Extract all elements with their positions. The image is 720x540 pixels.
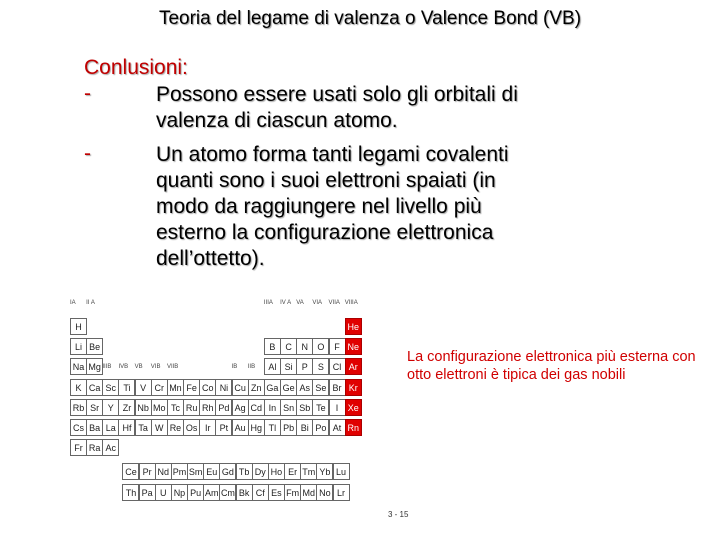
element-ag: Ag (232, 399, 249, 416)
element-re: Re (167, 419, 184, 436)
element-tb: Tb (236, 463, 253, 480)
bullet-marker-1: - (84, 82, 91, 105)
element-ac: Ac (102, 439, 119, 456)
element-mo: Mo (151, 399, 168, 416)
element-au: Au (232, 419, 249, 436)
element-pu: Pu (187, 484, 204, 501)
element-cs: Cs (70, 419, 87, 436)
element-bk: Bk (236, 484, 253, 501)
group-label-iva: IV A (280, 300, 292, 306)
element-al: Al (264, 358, 281, 375)
element-nd: Nd (155, 463, 172, 480)
element-pt: Pt (215, 419, 232, 436)
element-hf: Hf (118, 419, 135, 436)
element-rh: Rh (199, 399, 216, 416)
element-eu: Eu (203, 463, 220, 480)
element-bi: Bi (296, 419, 313, 436)
element-cr: Cr (151, 379, 168, 396)
element-pb: Pb (280, 419, 297, 436)
element-mn: Mn (167, 379, 184, 396)
bullet-2-line-5: dell’ottetto). (156, 247, 265, 270)
element-i: I (329, 399, 346, 416)
element-lu: Lu (333, 463, 350, 480)
element-cu: Cu (232, 379, 249, 396)
element-xe: Xe (345, 399, 362, 416)
element-c: C (280, 338, 297, 355)
bullet-1-line-2: valenza di ciascun atomo. (156, 109, 398, 132)
group-label-viiia: VIIIA (344, 300, 358, 306)
element-pr: Pr (139, 463, 156, 480)
element-te: Te (312, 399, 329, 416)
element-ti: Ti (118, 379, 135, 396)
element-dy: Dy (252, 463, 269, 480)
bullet-2-line-1: Un atomo forma tanti legami covalenti (156, 143, 509, 166)
element-sr: Sr (86, 399, 103, 416)
page-number: 3 - 15 (388, 510, 409, 519)
element-pa: Pa (139, 484, 156, 501)
element-no: No (316, 484, 333, 501)
group-label-iib: IIB (247, 364, 256, 371)
noble-gas-note: La configurazione elettronica più esterna con otto elettroni è tipica dei gas nobili (407, 349, 696, 383)
element-he: He (345, 318, 362, 335)
element-sn: Sn (280, 399, 297, 416)
element-tm: Tm (300, 463, 317, 480)
element-cd: Cd (248, 399, 265, 416)
element-o: O (312, 338, 329, 355)
element-se: Se (312, 379, 329, 396)
element-p: P (296, 358, 313, 375)
periodic-table (66, 296, 382, 528)
element-er: Er (284, 463, 301, 480)
element-sc: Sc (102, 379, 119, 396)
element-sm: Sm (187, 463, 204, 480)
element-tc: Tc (167, 399, 184, 416)
group-label-viib: VIIB (166, 364, 179, 371)
element-cf: Cf (252, 484, 269, 501)
element-in: In (264, 399, 281, 416)
element-lr: Lr (333, 484, 350, 501)
element-pm: Pm (171, 463, 188, 480)
element-rn: Rn (345, 419, 362, 436)
element-co: Co (199, 379, 216, 396)
element-fe: Fe (183, 379, 200, 396)
element-es: Es (268, 484, 285, 501)
element-kr: Kr (345, 379, 362, 396)
element-np: Np (171, 484, 188, 501)
element-f: F (329, 338, 346, 355)
element-zn: Zn (248, 379, 265, 396)
element-na: Na (70, 358, 87, 375)
element-si: Si (280, 358, 297, 375)
element-ta: Ta (135, 419, 152, 436)
group-label-ia: IA (70, 300, 76, 306)
bullet-2-line-3: modo da raggiungere nel livello più (156, 195, 482, 218)
group-label-vb: VB (134, 364, 143, 371)
element-os: Os (183, 419, 200, 436)
element-md: Md (300, 484, 317, 501)
element-ru: Ru (183, 399, 200, 416)
element-ra: Ra (86, 439, 103, 456)
element-s: S (312, 358, 329, 375)
element-as: As (296, 379, 313, 396)
group-label-ib: IB (231, 364, 238, 371)
group-label-iia: II A (86, 300, 95, 306)
group-label-iiib: IIIB (102, 364, 112, 371)
bullet-2-line-2: quanti sono i suoi elettroni spaiati (in (156, 169, 496, 192)
element-h: H (70, 318, 87, 335)
element-ce: Ce (122, 463, 139, 480)
element-ga: Ga (264, 379, 281, 396)
bullet-marker-2: - (84, 142, 91, 165)
group-label-viia: VIIA (328, 300, 340, 306)
slide-title: Teoria del legame di valenza o Valence Bond (VB) (158, 8, 582, 29)
element-u: U (155, 484, 172, 501)
bullet-1-line-1: Possono essere usati solo gli orbitali di (156, 83, 518, 106)
element-br: Br (329, 379, 346, 396)
element-ca: Ca (86, 379, 103, 396)
element-at: At (329, 419, 346, 436)
element-fm: Fm (284, 484, 301, 501)
element-cm: Cm (219, 484, 236, 501)
element-w: W (151, 419, 168, 436)
group-label-iiia: IIIA (263, 300, 273, 306)
group-label-va: VA (296, 300, 304, 306)
element-th: Th (122, 484, 139, 501)
group-label-ivb: IVB (118, 364, 129, 371)
element-ba: Ba (86, 419, 103, 436)
element-po: Po (312, 419, 329, 436)
element-fr: Fr (70, 439, 87, 456)
element-pd: Pd (215, 399, 232, 416)
element-li: Li (70, 338, 87, 355)
element-rb: Rb (70, 399, 87, 416)
element-v: V (135, 379, 152, 396)
group-label-vib: VIB (150, 364, 161, 371)
element-mg: Mg (86, 358, 103, 375)
element-be: Be (86, 338, 103, 355)
element-y: Y (102, 399, 119, 416)
element-ho: Ho (268, 463, 285, 480)
element-ar: Ar (345, 358, 362, 375)
element-gd: Gd (219, 463, 236, 480)
bullet-2-line-4: esterno la configurazione elettronica (156, 221, 494, 244)
element-ge: Ge (280, 379, 297, 396)
element-k: K (70, 379, 87, 396)
element-yb: Yb (316, 463, 333, 480)
element-hg: Hg (248, 419, 265, 436)
element-tl: Tl (264, 419, 281, 436)
element-nb: Nb (135, 399, 152, 416)
element-ne: Ne (345, 338, 362, 355)
element-ir: Ir (199, 419, 216, 436)
element-la: La (102, 419, 119, 436)
element-cl: Cl (329, 358, 346, 375)
element-am: Am (203, 484, 220, 501)
conclusions-heading: Conlusioni: (84, 56, 188, 79)
element-zr: Zr (118, 399, 135, 416)
element-sb: Sb (296, 399, 313, 416)
element-b: B (264, 338, 281, 355)
bullet-text-1 (156, 82, 636, 134)
group-label-via: VIA (312, 300, 323, 306)
element-n: N (296, 338, 313, 355)
element-ni: Ni (215, 379, 232, 396)
bullet-text-2 (156, 142, 636, 272)
